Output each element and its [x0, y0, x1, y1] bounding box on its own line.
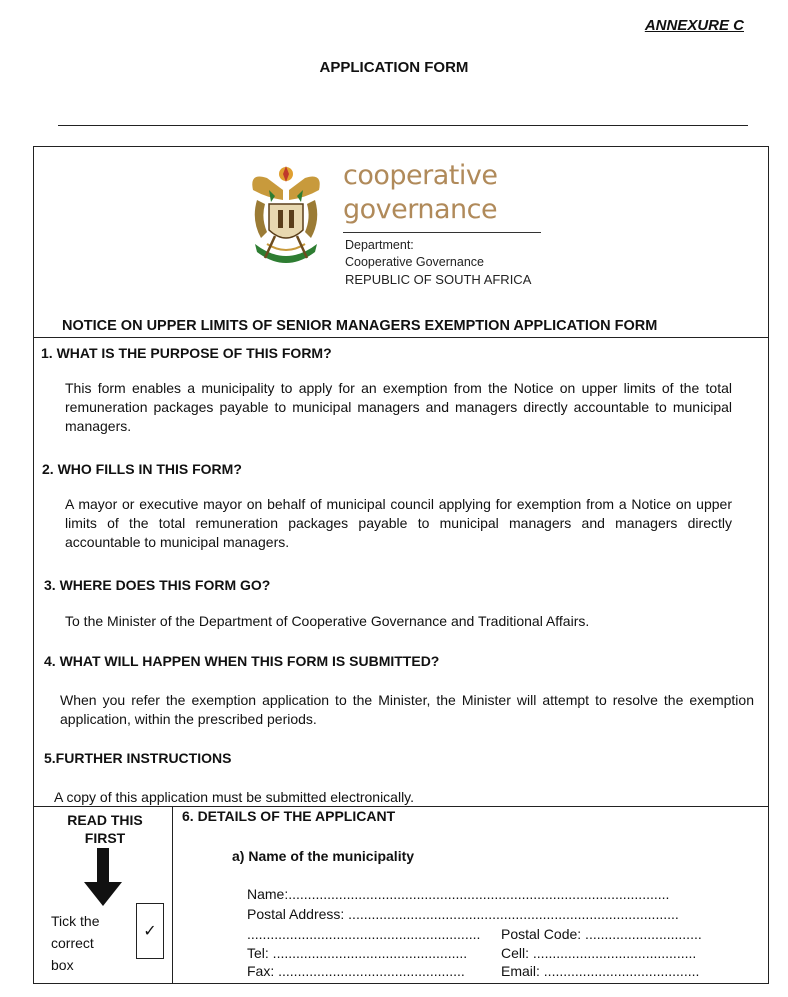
section-4-heading: 4. WHAT WILL HAPPEN WHEN THIS FORM IS SUBMITTED? [44, 653, 440, 669]
section-3-heading: 3. WHERE DOES THIS FORM GO? [44, 577, 271, 593]
notice-divider [33, 337, 769, 338]
table-top-line [33, 806, 769, 807]
section-2-heading: 2. WHO FILLS IN THIS FORM? [42, 461, 242, 477]
brand-line-1: cooperative [343, 160, 498, 191]
section-1-heading: 1. WHAT IS THE PURPOSE OF THIS FORM? [41, 345, 332, 361]
tick-instruction [51, 910, 100, 976]
dept-line-3: REPUBLIC OF SOUTH AFRICA [345, 272, 532, 287]
dept-line-1: Department: [345, 238, 414, 252]
email-field[interactable]: Email: ........................................ [501, 963, 700, 979]
postal-code-field[interactable]: Postal Code: .............................. [501, 926, 702, 942]
tel-field[interactable]: Tel: .................................................. [247, 945, 468, 961]
postal-address-field[interactable]: Postal Address: ..................................................................................... [247, 906, 679, 922]
arrow-down-icon [84, 848, 122, 908]
tick-line-2: correct [51, 935, 94, 951]
section-4-body: When you refer the exemption application to the Minister, the Minister will attempt to resolve the exemption application, within the prescribed periods. [60, 692, 754, 727]
cell-field[interactable]: Cell: .......................................... [501, 945, 697, 961]
section-5-body: A copy of this application must be submitted electronically. [54, 789, 415, 805]
brand-line-2: governance [343, 194, 498, 225]
tick-checkbox[interactable]: ✓ [136, 903, 164, 959]
brand-underline [343, 232, 541, 233]
notice-title: NOTICE ON UPPER LIMITS OF SENIOR MANAGERS EXEMPTION APPLICATION FORM [62, 318, 658, 334]
dept-line-2: Cooperative Governance [345, 255, 484, 269]
table-column-line [172, 806, 173, 984]
section-3-body: To the Minister of the Department of Cooperative Governance and Traditional Affairs. [65, 613, 590, 629]
municipality-subheading: a) Name of the municipality [232, 848, 415, 864]
department-block [345, 237, 531, 288]
tick-line-3: box [51, 957, 74, 973]
read-first-line-2: FIRST [84, 830, 126, 846]
name-field[interactable]: Name:.................................................................................................. [247, 886, 670, 902]
fax-field[interactable]: Fax: ................................................ [247, 963, 465, 979]
read-first-label [40, 811, 170, 847]
divider [58, 125, 748, 126]
coat-of-arms-icon [245, 160, 327, 278]
applicant-heading: 6. DETAILS OF THE APPLICANT [182, 808, 396, 824]
annexure-label: ANNEXURE C [644, 17, 744, 34]
read-first-line-1: READ THIS [67, 812, 143, 828]
section-2-body: A mayor or executive mayor on behalf of municipal council applying for exemption from a Notice on upper limits of the total remuneration packages payable to municipal managers and managers directly accountable to municipal managers. [65, 496, 732, 550]
tick-line-1: Tick the [51, 913, 100, 929]
section-5-heading: 5.FURTHER INSTRUCTIONS [44, 750, 232, 766]
form-title: APPLICATION FORM [319, 59, 469, 76]
address-continuation-field[interactable]: ............................................................ [247, 926, 481, 942]
section-1-body: This form enables a municipality to apply for an exemption from the Notice on upper limits of the total remuneration packages payable to municipal managers and managers directly accountable to municipal managers. [65, 380, 732, 434]
